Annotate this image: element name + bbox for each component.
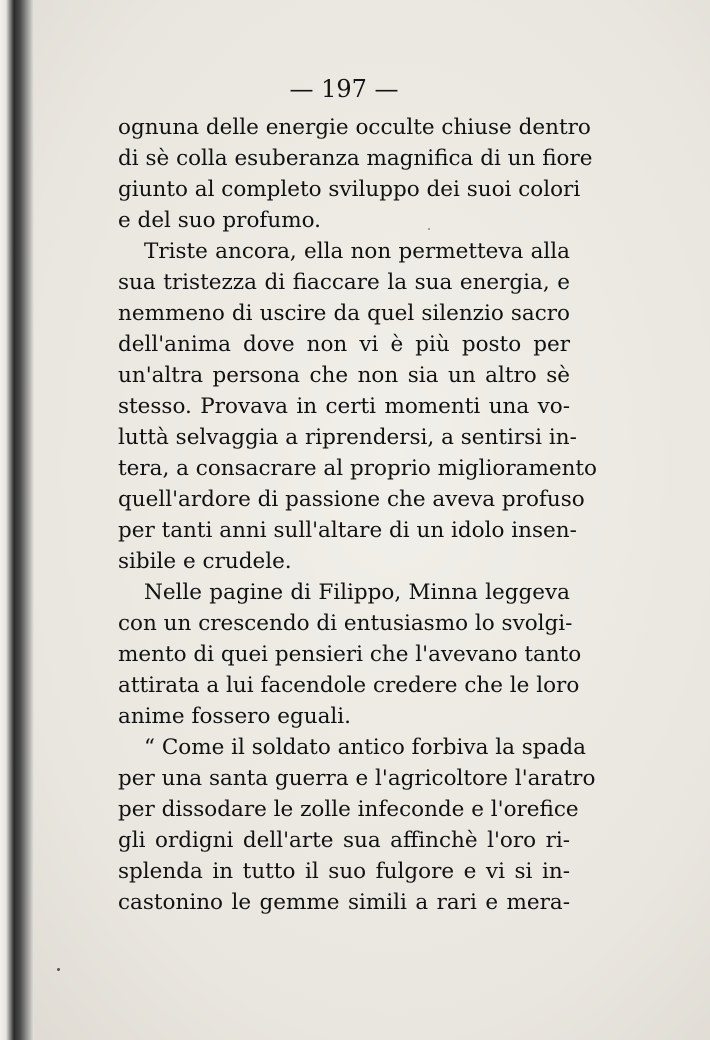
text-line: stesso. Provava in certi momenti una vo- [118,394,570,419]
text-line: gli ordigni dell'arte sua affinchè l'oro ri- [118,828,570,853]
text-line: attirata a lui facendole credere che le loro [118,673,580,698]
text-line: mento di quei pensieri che l'avevano tanto [118,642,582,667]
text-line: “ Come il soldato antico forbiva la spada [144,735,586,760]
text-line: con un crescendo di entusiasmo lo svolgi- [118,611,573,636]
text-line: e del suo profumo. [118,208,321,233]
text-line: sua tristezza di fiaccare la sua energia, e [118,270,570,295]
paper-speck [57,968,60,971]
text-line: un'altra persona che non sia un altro sè [118,363,570,388]
text-line: ognuna delle energie occulte chiuse dentro [118,115,591,140]
text-line: splenda in tutto il suo fulgore e vi si in- [118,859,570,884]
paper-speck [428,228,430,230]
text-line: per tanti anni sull'altare di un idolo insen- [118,518,577,543]
page-number: — 197 — [289,75,399,103]
text-line: di sè colla esuberanza magnifica di un fiore [118,146,593,171]
text-line: castonino le gemme simili a rari e mera- [118,890,570,915]
text-line: Triste ancora, ella non permetteva alla [144,239,570,264]
text-line: giunto al completo sviluppo dei suoi colori [118,177,581,202]
text-line: tera, a consacrare al proprio miglioramento [118,456,598,481]
text-line: luttà selvaggia a riprendersi, a sentirsi in- [118,425,577,450]
text-line: dell'anima dove non vi è più posto per [118,332,570,357]
text-line: quell'ardore di passione che aveva profuso [118,487,585,512]
text-line: nemmeno di uscire da quel silenzio sacro [118,301,570,326]
text-line: sibile e crudele. [118,549,292,574]
text-line: per dissodare le zolle infeconde e l'orefice [118,797,579,822]
text-line: Nelle pagine di Filippo, Minna leggeva [144,580,570,605]
text-line: anime fossero eguali. [118,704,351,729]
page-body-text [118,112,598,918]
page-binding-edge [0,0,34,1040]
text-line: per una santa guerra e l'agricoltore l'aratro [118,766,596,791]
